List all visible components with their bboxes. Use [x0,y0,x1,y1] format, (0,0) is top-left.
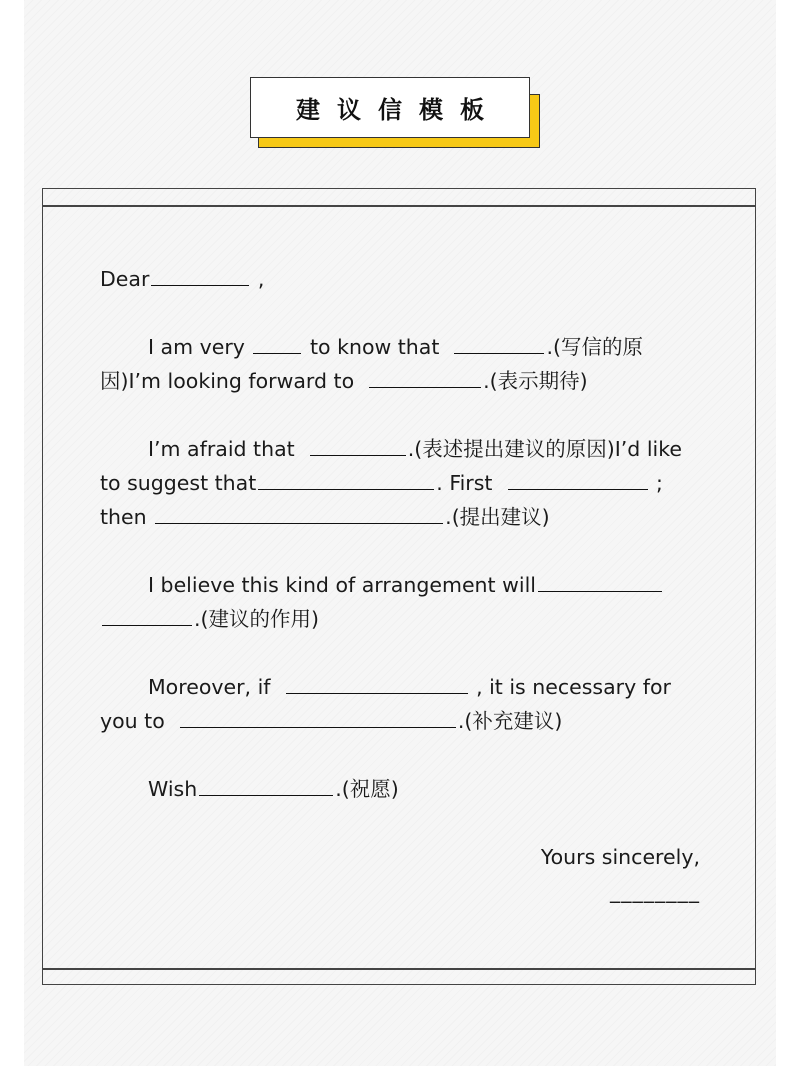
text: .(补充建议) [457,709,563,733]
frame-top-rule [43,205,755,207]
blank-effect-2[interactable] [102,603,192,626]
text: .(表示期待) [483,369,588,393]
text: .(祝愿) [335,777,399,801]
blank-first[interactable] [508,467,648,490]
signature-blank[interactable]: ________ [610,879,700,903]
text: I’m afraid that [148,437,295,461]
blank-effect-1[interactable] [538,569,662,592]
text: .(建议的作用) [194,607,320,631]
text: .(表述提出建议的原因)I’d like to suggest that [100,437,682,495]
blank-cause[interactable] [310,433,406,456]
blank-feeling[interactable] [253,331,301,354]
text: I am very [148,335,245,359]
blank-wish[interactable] [199,773,333,796]
blank-condition[interactable] [286,671,468,694]
paragraph-wish [100,772,700,806]
salutation [100,262,700,296]
frame-bottom-rule [43,968,755,970]
text: I believe this kind of arrangement will [148,573,536,597]
letter-body [100,262,700,908]
blank-expectation[interactable] [369,365,481,388]
text: .(写信的原因)I’m looking forward to [100,335,643,393]
text: .(提出建议) [445,505,550,529]
paragraph-additional [100,670,700,738]
text: to know that [309,335,440,359]
salutation-text: Dear [100,267,150,291]
blank-suggestion[interactable] [258,467,434,490]
title-box [250,77,530,138]
paragraph-suggestion [100,432,700,534]
text: . First [436,471,493,495]
blank-recipient[interactable] [151,263,249,286]
salutation-comma: , [251,267,265,291]
paragraph-reason [100,330,700,398]
text: Wish [148,777,198,801]
text: ; then [100,471,663,529]
text: Moreover, if [148,675,271,699]
paragraph-effect [100,568,700,636]
blank-additional[interactable] [180,705,456,728]
blank-reason[interactable] [454,331,544,354]
closing: Yours sincerely, [540,845,700,869]
page-title: 建议信模板 [296,96,501,124]
blank-then[interactable] [155,501,443,524]
text: , it is necessary for you to [100,675,671,733]
